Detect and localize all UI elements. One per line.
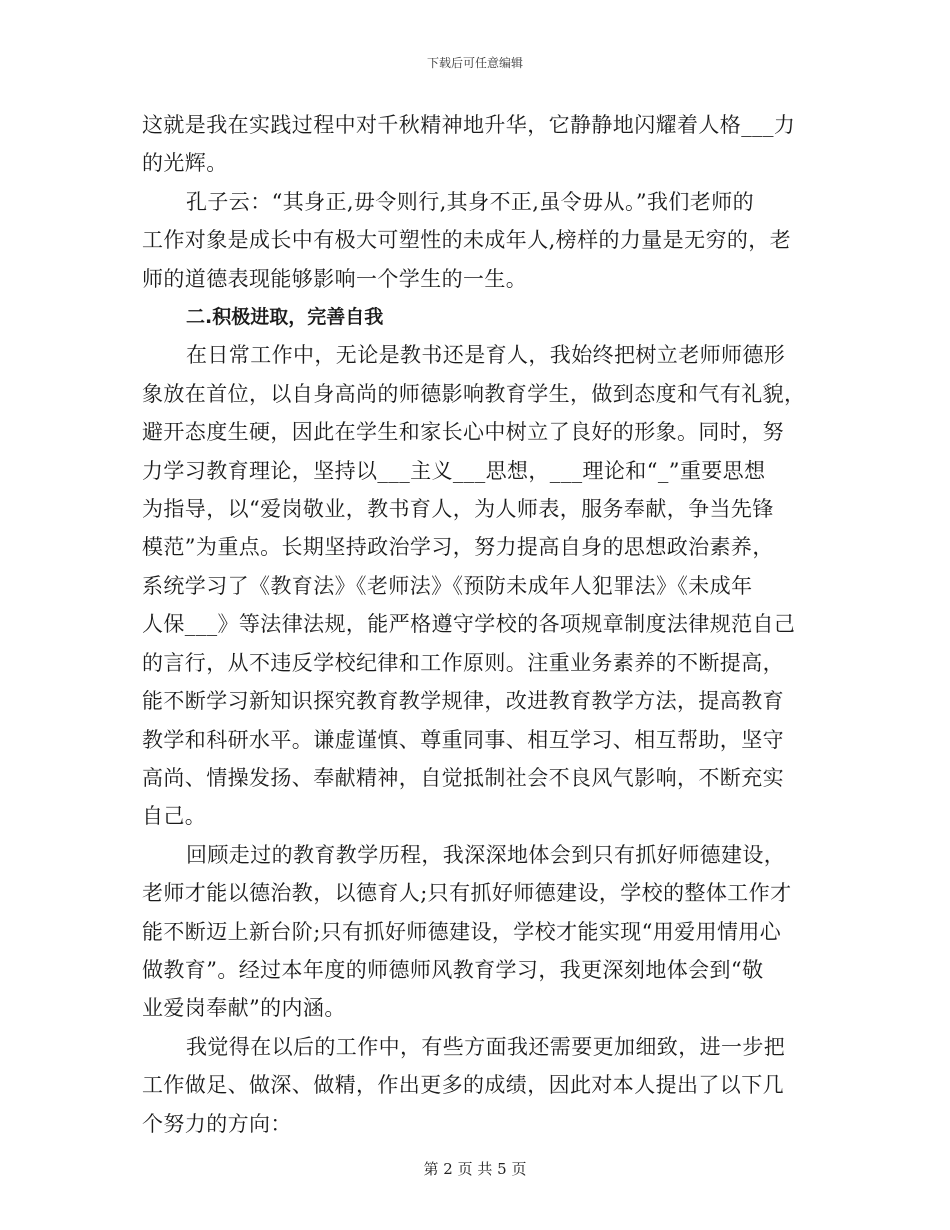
text-line: 能不断迈上新台阶;只有抓好师德建设，学校才能实现“用爱用情用心 <box>142 919 782 944</box>
text-line: 个努力的方向： <box>142 1111 292 1136</box>
text-line: 自己。 <box>142 804 207 829</box>
paragraph-5 <box>142 1028 806 1143</box>
text-line: 的言行，从不违反学校纪律和工作原则。注重业务素养的不断提高， <box>142 650 784 675</box>
text-line: 孔子云：“其身正,毋令则行,其身不正,虽令毋从。”我们老师的 <box>186 189 754 214</box>
text-line: 能不断学习新知识探究教育教学规律，改进教育教学方法，提高教育 <box>142 689 784 714</box>
text-line: 在日常工作中，无论是教书还是育人，我始终把树立老师师德形 <box>186 343 786 368</box>
text-line: 回顾走过的教育教学历程，我深深地体会到只有抓好师德建设， <box>186 842 786 867</box>
text-line: 我觉得在以后的工作中，有些方面我还需要更加细致，进一步把 <box>186 1034 786 1059</box>
text-line: 避开态度生硬，因此在学生和家长心中树立了良好的形象。同时，努 <box>142 420 784 445</box>
text-line: 的光辉。 <box>142 151 228 176</box>
text-line: 师的道德表现能够影响一个学生的一生。 <box>142 266 528 291</box>
paragraph-3 <box>142 336 806 835</box>
text-line: 为指导，以“爱岗敬业，教书育人，为人师表，服务奉献，争当先锋 <box>142 497 774 522</box>
text-line: 高尚、情操发扬、奉献精神，自觉抵制社会不良风气影响，不断充实 <box>142 765 784 790</box>
text-line: 教学和科研水平。谦虚谨慎、尊重同事、相互学习、相互帮助，坚守 <box>142 727 784 752</box>
text-line: 力学习教育理论，坚持以___主义___思想，___理论和“_”重要思想 <box>142 458 766 483</box>
text-line: 工作对象是成长中有极大可塑性的未成年人,榜样的力量是无穷的，老 <box>142 228 792 253</box>
page-number-footer: 第 2 页 共 5 页 <box>423 1160 527 1178</box>
text-line: 工作做足、做深、做精，作出更多的成绩，因此对本人提出了以下几 <box>142 1073 784 1098</box>
paragraph-1 <box>142 106 806 183</box>
text-line: 模范”为重点。长期坚持政治学习，努力提高自身的思想政治素养， <box>142 535 774 560</box>
page-header: 下载后可任意编辑 <box>426 56 523 70</box>
text-line: 人保___》等法律法规，能严格遵守学校的各项规章制度法律规范自己 <box>142 612 796 637</box>
text-line: 老师才能以德治教，以德育人;只有抓好师德建设，学校的整体工作才 <box>142 881 792 906</box>
text-line: 系统学习了《教育法》《老师法》《预防未成年人犯罪法》《未成年 <box>142 573 753 598</box>
text-line: 象放在首位，以自身高尚的师德影响教育学生，做到态度和气有礼貌， <box>142 381 806 406</box>
paragraph-4 <box>142 836 806 1028</box>
section-heading: 二.积极进取，完善自我 <box>186 306 384 329</box>
document-body <box>142 106 806 1143</box>
text-line: 这就是我在实践过程中对千秋精神地升华，它静静地闪耀着人格___力 <box>142 113 796 137</box>
text-line: 做教育”。经过本年度的师德师风教育学习，我更深刻地体会到“敬 <box>142 957 764 982</box>
paragraph-2 <box>142 183 806 298</box>
text-line: 业爱岗奉献”的内涵。 <box>142 996 346 1021</box>
